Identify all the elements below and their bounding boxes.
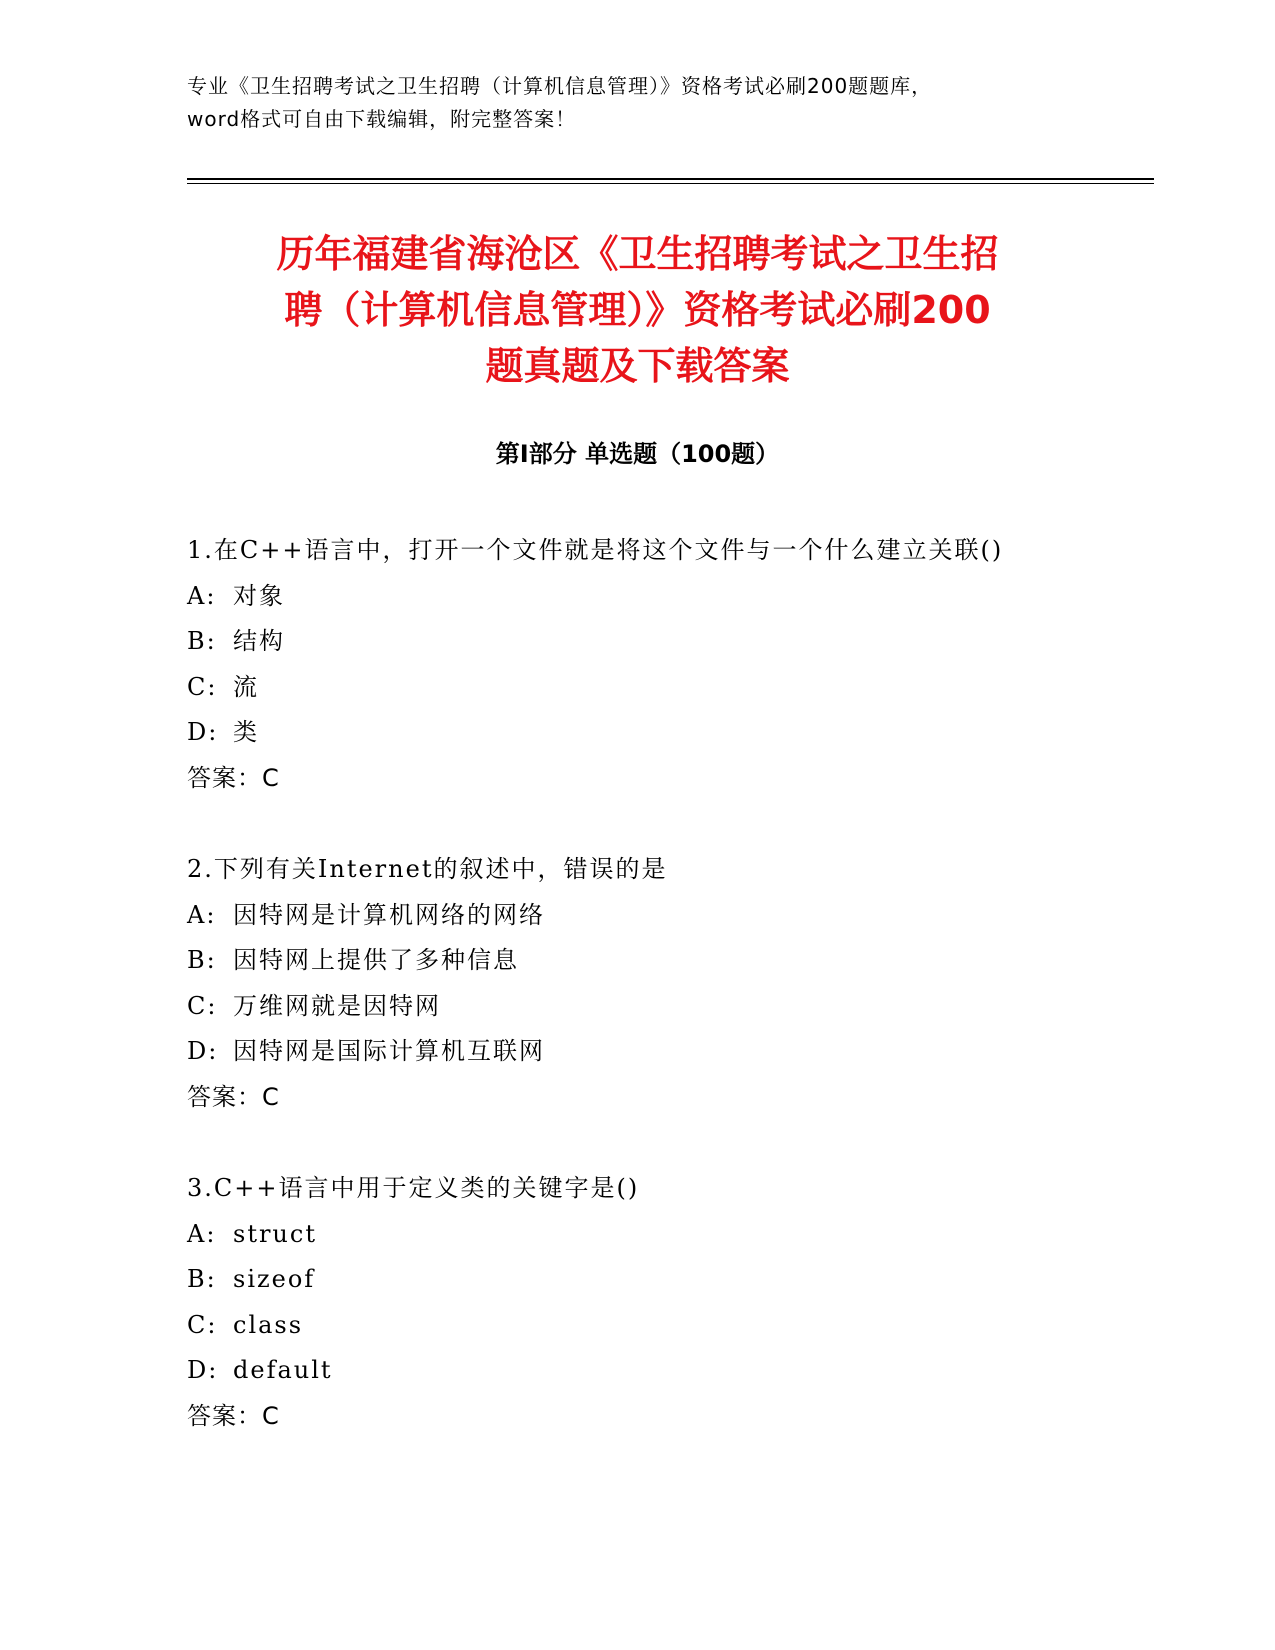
option-key: A: <box>187 900 217 929</box>
option-a <box>187 1212 1147 1258</box>
answer: 答案：C <box>187 763 280 792</box>
question-2 <box>187 847 1147 1120</box>
question-text: 2.下列有关Internet的叙述中，错误的是 <box>187 855 668 883</box>
document-title-line-2: 聘（计算机信息管理）》资格考试必刷200 <box>284 288 991 332</box>
document-title-line-1: 历年福建省海沧区《卫生招聘考试之卫生招 <box>276 232 999 276</box>
question-3 <box>187 1166 1147 1439</box>
question-1 <box>187 528 1147 801</box>
option-b <box>187 938 1147 984</box>
option-b <box>187 619 1147 665</box>
option-c <box>187 984 1147 1030</box>
option-key: B: <box>187 946 217 974</box>
option-text: default <box>233 1356 333 1384</box>
option-text: sizeof <box>233 1265 316 1293</box>
option-key: B: <box>187 627 217 655</box>
option-c <box>187 665 1147 711</box>
option-d <box>187 710 1147 756</box>
option-key: D: <box>187 1356 219 1384</box>
header-rule-thin <box>187 183 1154 184</box>
option-text: struct <box>233 1219 317 1248</box>
option-d <box>187 1348 1147 1394</box>
option-a <box>187 893 1147 939</box>
answer: 答案：C <box>187 1401 280 1430</box>
header-rule-thick <box>187 178 1154 180</box>
header-note-line-2: word格式可自由下载编辑，附完整答案！ <box>187 107 577 131</box>
option-d <box>187 1029 1147 1075</box>
document-title-line-3: 题真题及下载答案 <box>485 344 790 388</box>
option-key: A: <box>187 1219 217 1248</box>
option-key: B: <box>187 1265 217 1293</box>
option-key: C: <box>187 1310 218 1339</box>
option-key: A: <box>187 581 217 610</box>
option-text: 结构 <box>233 627 285 655</box>
question-list <box>187 528 1147 1485</box>
option-text: class <box>233 1310 304 1339</box>
option-c <box>187 1303 1147 1349</box>
option-key: D: <box>187 1037 219 1065</box>
question-text: 3.C++语言中用于定义类的关键字是() <box>187 1174 640 1202</box>
option-text: 因特网是国际计算机互联网 <box>233 1037 545 1065</box>
option-a <box>187 574 1147 620</box>
question-text: 1.在C++语言中，打开一个文件就是将这个文件与一个什么建立关联() <box>187 536 1004 564</box>
option-text: 万维网就是因特网 <box>233 991 441 1020</box>
option-text: 因特网上提供了多种信息 <box>233 946 519 974</box>
option-key: C: <box>187 672 218 701</box>
option-key: D: <box>187 718 219 746</box>
section-title: 第Ⅰ部分 单选题（100题） <box>495 440 780 468</box>
option-text: 对象 <box>233 581 285 610</box>
option-text: 类 <box>233 718 259 746</box>
option-text: 因特网是计算机网络的网络 <box>233 900 545 929</box>
answer: 答案：C <box>187 1082 280 1111</box>
document-title <box>180 226 1095 394</box>
option-text: 流 <box>233 672 259 701</box>
option-key: C: <box>187 991 218 1020</box>
header-note-line-1: 专业《卫生招聘考试之卫生招聘（计算机信息管理）》资格考试必刷200题题库， <box>187 74 933 98</box>
header-note <box>187 70 1087 136</box>
option-b <box>187 1257 1147 1303</box>
